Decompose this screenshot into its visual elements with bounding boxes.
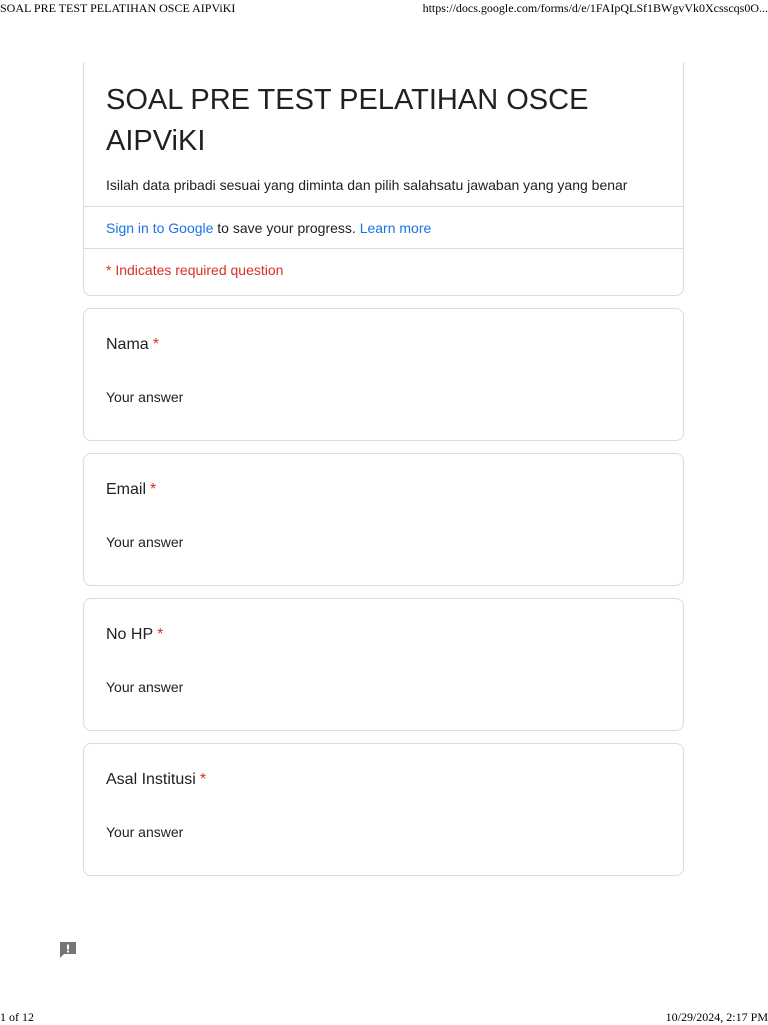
header-divider bbox=[84, 206, 683, 207]
question-label bbox=[106, 768, 206, 792]
required-asterisk: * bbox=[150, 481, 157, 498]
print-page-number: 1 of 12 bbox=[0, 1010, 34, 1024]
question-card-asal-institusi bbox=[83, 743, 684, 876]
print-header-url: https://docs.google.com/forms/d/e/1FAIpQLSf1BWgvVk0Xcsscqs0O... bbox=[422, 1, 768, 15]
phone-input[interactable] bbox=[106, 677, 406, 697]
question-label bbox=[106, 623, 163, 647]
required-question-note: * Indicates required question bbox=[106, 262, 284, 278]
print-datetime: 10/29/2024, 2:17 PM bbox=[665, 1010, 768, 1024]
sign-in-row bbox=[106, 218, 431, 238]
required-asterisk: * bbox=[152, 336, 159, 353]
nama-input[interactable] bbox=[106, 387, 406, 407]
sign-in-text: to save your progress. bbox=[213, 220, 360, 236]
sign-in-divider bbox=[84, 248, 683, 249]
learn-more-link[interactable]: Learn more bbox=[359, 220, 432, 236]
institution-input[interactable] bbox=[106, 822, 406, 842]
question-card-nama bbox=[83, 308, 684, 441]
print-header bbox=[0, 0, 768, 16]
print-footer bbox=[0, 1009, 768, 1025]
question-title: Email bbox=[106, 481, 147, 498]
question-title: Asal Institusi bbox=[106, 771, 196, 788]
form-title: SOAL PRE TEST PELATIHAN OSCE AIPViKI bbox=[106, 84, 589, 157]
print-header-title: SOAL PRE TEST PELATIHAN OSCE AIPViKI bbox=[0, 1, 236, 15]
report-feedback-icon[interactable] bbox=[58, 940, 78, 960]
question-title: Nama bbox=[106, 336, 149, 353]
form-description: Isilah data pribadi sesuai yang diminta dan pilih salahsatu jawaban yang yang benar bbox=[106, 177, 628, 193]
question-label bbox=[106, 333, 159, 357]
report-feedback-icon-glyph bbox=[58, 940, 78, 960]
question-card-no-hp bbox=[83, 598, 684, 731]
sign-in-link[interactable]: Sign in to Google bbox=[106, 220, 214, 236]
form-header-card bbox=[83, 62, 684, 296]
required-asterisk: * bbox=[199, 771, 207, 788]
question-label bbox=[106, 478, 156, 502]
required-asterisk: * bbox=[157, 626, 164, 643]
question-card-email bbox=[83, 453, 684, 586]
email-input[interactable] bbox=[106, 532, 406, 552]
question-title: No HP bbox=[106, 626, 154, 643]
